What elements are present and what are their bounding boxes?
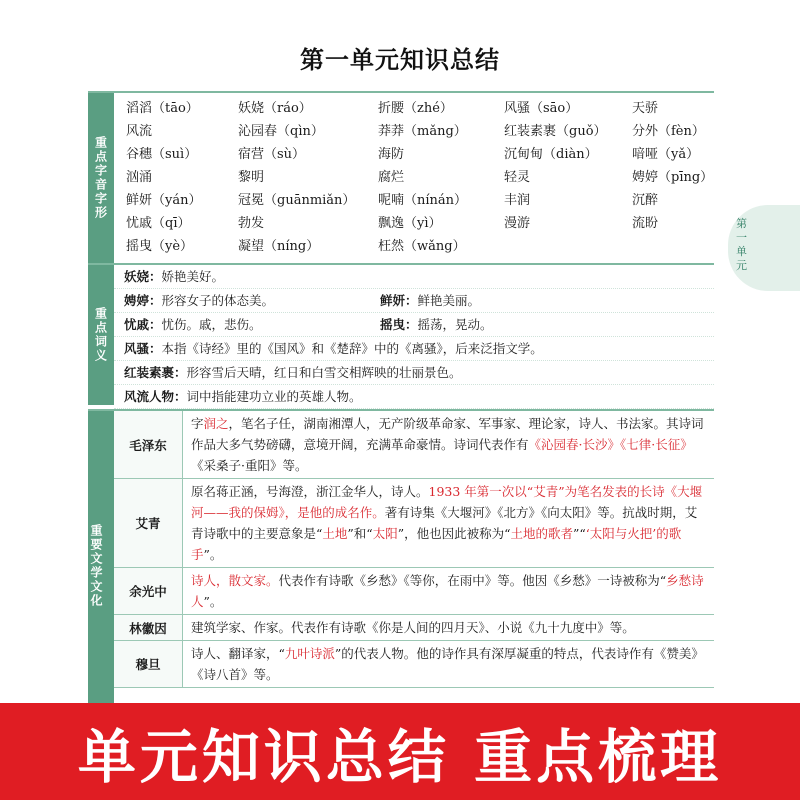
author-row-mu — [114, 641, 714, 688]
pronunciation-cell: 折腰（zhé） — [378, 101, 453, 116]
definition-text: 摇荡，晃动。 — [417, 317, 493, 332]
definition-term: 鲜妍： — [380, 293, 418, 308]
banner-text: 单元知识总结 重点梳理 — [77, 722, 723, 791]
definition-text: 本指《诗经》里的《国风》和《楚辞》中的《离骚》，后来泛指文学。 — [161, 341, 543, 356]
summary-table — [88, 91, 714, 711]
pronunciation-cell: 轻灵 — [504, 170, 531, 185]
author-name: 林徽因 — [114, 615, 183, 640]
section-label-pronunciation: 重点字音字形 — [88, 93, 114, 263]
definition-row — [114, 385, 714, 409]
definition-term: 忧戚： — [124, 317, 162, 332]
pronunciation-cell: 飘逸（yì） — [378, 216, 442, 231]
pronunciation-cell: 枉然（wǎng） — [378, 239, 466, 254]
definition-text: 忧伤。戚，悲伤。 — [161, 317, 262, 332]
author-description: 诗人，散文家。代表作有诗歌《乡愁》《等你，在雨中》等。他因《乡愁》一诗被称为“乡愁诗人”。 — [191, 573, 704, 609]
pronunciation-cell — [632, 235, 714, 258]
section-label-literature: 重要文学文化 — [88, 411, 114, 711]
definition-row — [114, 337, 714, 361]
promo-banner — [0, 703, 800, 800]
pronunciation-cell: 凝望（níng） — [238, 239, 320, 254]
pronunciation-cell: 妖娆（ráo） — [238, 101, 312, 116]
pronunciation-cell: 滔滔（tāo） — [126, 101, 199, 116]
author-description: 建筑学家、作家。代表作有诗歌《你是人间的四月天》、小说《九十九度中》等。 — [191, 620, 635, 635]
pronunciation-cell: 摇曳（yè） — [126, 239, 194, 254]
definition-row — [114, 313, 714, 337]
definition-row — [114, 265, 714, 289]
definition-text: 形容女子的体态美。 — [161, 293, 275, 308]
author-description: 字润之，笔名子任，湖南湘潭人，无产阶级革命家、军事家、理论家，诗人、书法家。其诗词作品大多气势磅礴，意境开阔，充满革命豪情。诗词代表作有《沁园春·长沙》《七律·长征》《采桑子·重阳》等。 — [191, 416, 704, 473]
pronunciation-cell: 忧戚（qī） — [126, 216, 191, 231]
section-vocabulary — [88, 263, 714, 409]
pronunciation-cell: 宿营（sù） — [238, 147, 306, 162]
author-name: 余光中 — [114, 568, 183, 614]
pronunciation-cell: 腐烂 — [378, 170, 405, 185]
pronunciation-cell: 喑哑（yǎ） — [632, 147, 700, 162]
definition-text: 娇艳美好。 — [161, 269, 225, 284]
pronunciation-cell: 流盼 — [632, 216, 659, 231]
pronunciation-cell — [504, 235, 632, 258]
definition-row — [114, 361, 714, 385]
author-name: 穆旦 — [114, 641, 183, 687]
pronunciation-cell: 勃发 — [238, 216, 265, 231]
author-name: 毛泽东 — [114, 411, 183, 478]
pronunciation-cell: 鲜妍（yán） — [126, 193, 202, 208]
definition-row — [114, 289, 714, 313]
pronunciation-cell: 汹涌 — [126, 170, 153, 185]
definition-term: 摇曳： — [380, 317, 418, 332]
author-row-mao — [114, 411, 714, 479]
definition-term: 红装素裹： — [124, 365, 187, 380]
pronunciation-cell: 莽莽（mǎng） — [378, 124, 467, 139]
author-row-yu — [114, 568, 714, 615]
side-tab-label: 第一单元 — [736, 217, 747, 272]
definition-term: 风骚： — [124, 341, 162, 356]
section-pronunciation — [88, 91, 714, 263]
pronunciation-cell: 娉婷（pīng） — [632, 170, 714, 185]
pronunciation-cell: 分外（fèn） — [632, 124, 705, 139]
author-description: 原名蒋正涵，号海澄，浙江金华人，诗人。1933 年第一次以“艾青”为笔名发表的长诗《大堰河——我的保姆》，是他的成名作。著有诗集《大堰河》《北方》《向太阳》等。抗战时期，艾青诗歌中的主要意象是“土地”和“太阳”，他也因此被称为“土地的歌者”“‘太阳与火把’的歌手”。 — [191, 484, 703, 562]
pronunciation-cell: 谷穗（suì） — [126, 147, 198, 162]
pronunciation-cell: 沁园春（qìn） — [238, 124, 324, 139]
pronunciation-cell: 漫游 — [504, 216, 531, 231]
pronunciation-cell: 呢喃（nínán） — [378, 193, 468, 208]
author-row-lin — [114, 615, 714, 641]
definition-text: 形容雪后天晴，红日和白雪交相辉映的壮丽景色。 — [186, 365, 462, 380]
pronunciation-cell: 沉醉 — [632, 193, 659, 208]
definition-term: 妖娆： — [124, 269, 162, 284]
definition-text: 鲜艳美丽。 — [417, 293, 481, 308]
definition-term: 娉婷： — [124, 293, 162, 308]
pronunciation-cell: 沉甸甸（diàn） — [504, 147, 598, 162]
pronunciation-grid — [114, 93, 714, 258]
pronunciation-cell: 丰润 — [504, 193, 531, 208]
author-description: 诗人、翻译家，“九叶诗派”的代表人物。他的诗作具有深厚凝重的特点，代表诗作有《赞美》《诗八首》等。 — [191, 646, 704, 682]
pronunciation-cell: 风骚（sāo） — [504, 101, 579, 116]
pronunciation-cell: 红装素裹（guǒ） — [504, 124, 607, 139]
pronunciation-cell: 海防 — [378, 147, 405, 162]
definition-text: 词中指能建功立业的英雄人物。 — [186, 389, 362, 404]
section-literature — [88, 409, 714, 711]
page-title: 第一单元知识总结 — [300, 46, 500, 74]
pronunciation-cell: 天骄 — [632, 101, 659, 116]
author-name: 艾青 — [114, 479, 183, 567]
pronunciation-cell: 黎明 — [238, 170, 265, 185]
author-row-aiqing — [114, 479, 714, 568]
pronunciation-cell: 风流 — [126, 124, 153, 139]
section-label-vocabulary: 重点词义 — [88, 265, 114, 405]
pronunciation-cell: 冠冕（guānmiǎn） — [238, 193, 356, 208]
definition-term: 风流人物： — [124, 389, 187, 404]
